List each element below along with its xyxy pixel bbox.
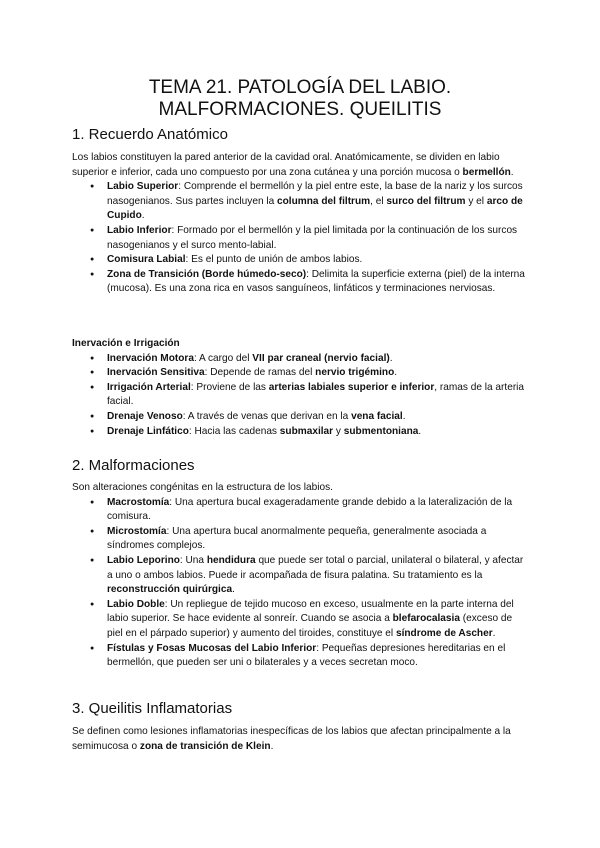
subheading-innervation: Inervación e Irrigación — [72, 338, 180, 349]
section-malformations-body — [72, 481, 530, 671]
section-heading-anatomy: 1. Recuerdo Anatómico — [72, 126, 228, 143]
section-anatomy-body — [72, 151, 530, 297]
list-item: ● Labio Doble: Un repliegue de tejido mucoso en exceso, usualmente en la parte interna del labio superior. Se hace evidente al sonreír. Cuando se asocia a blefarocalasia (exceso de piel en el párpado superior) y aumento del tiroides, constituye el síndrome de Ascher. — [72, 598, 530, 642]
list-item: ● Labio Leporino: Una hendidura que puede ser total o parcial, unilateral o bilateral, y afectar a uno o ambos labios. Puede ir acompañada de fisura palatina. Su tratamiento es la reconstrucción quirúrgica. — [72, 554, 530, 598]
innervation-block — [72, 337, 530, 439]
anatomy-list — [72, 180, 530, 297]
list-item: ● Comisura Labial: Es el punto de unión de ambos labios. — [72, 253, 530, 268]
page-title-line-2: MALFORMACIONES. QUEILITIS — [158, 99, 442, 120]
list-item: ● Macrostomía: Una apertura bucal exageradamente grande debido a la lateralización de la comisura. — [72, 496, 530, 525]
list-item: ● Microstomía: Una apertura bucal anormalmente pequeña, generalmente asociada a síndromes complejos. — [72, 525, 530, 554]
section-heading-queilitis: 3. Queilitis Inflamatorias — [72, 700, 233, 717]
section-heading-malformations: 2. Malformaciones — [72, 457, 195, 474]
malformations-list — [72, 496, 530, 671]
innervation-list — [72, 352, 530, 440]
section-queilitis-body — [72, 725, 530, 754]
list-item: ● Inervación Motora: A cargo del VII par craneal (nervio facial). — [72, 352, 530, 367]
list-item: ● Labio Inferior: Formado por el bermellón y la piel limitada por la continuación de los surcos nasogenianos y el surco mento-labial. — [72, 224, 530, 253]
list-item: ● Drenaje Linfático: Hacia las cadenas submaxilar y submentoniana. — [72, 425, 530, 440]
list-item: ● Inervación Sensitiva: Depende de ramas del nervio trigémino. — [72, 366, 530, 381]
list-item: ● Drenaje Venoso: A través de venas que derivan en la vena facial. — [72, 410, 530, 425]
page-title-line-1: TEMA 21. PATOLOGÍA DEL LABIO. — [148, 77, 452, 98]
list-item: ● Fístulas y Fosas Mucosas del Labio Inferior: Pequeñas depresiones hereditarias en el bermellón, que pueden ser uni o bilaterales y a veces secretan moco. — [72, 642, 530, 671]
anatomy-intro: Los labios constituyen la pared anterior de la cavidad oral. Anatómicamente, se dividen en labio superior e inferior, cada uno compuesto por una zona cutánea y una porción mucosa o bermellón. — [72, 152, 514, 178]
list-item: ● Zona de Transición (Borde húmedo-seco): Delimita la superficie externa (piel) de la interna (mucosa). Es una zona rica en vasos sanguíneos, linfáticos y terminaciones nerviosas. — [72, 268, 530, 297]
list-item: ● Irrigación Arterial: Proviene de las arterias labiales superior e inferior, ramas de la arteria facial. — [72, 381, 530, 410]
list-item: ● Labio Superior: Comprende el bermellón y la piel entre este, la base de la nariz y los surcos nasogenianos. Sus partes incluyen la columna del filtrum, el surco del filtrum y el arco de Cupido. — [72, 180, 530, 224]
malformations-intro: Son alteraciones congénitas en la estructura de los labios. — [72, 482, 333, 493]
queilitis-intro: Se definen como lesiones inflamatorias inespecíficas de los labios que afectan principalmente a la semimucosa o zona de transición de Klein. — [72, 726, 511, 752]
